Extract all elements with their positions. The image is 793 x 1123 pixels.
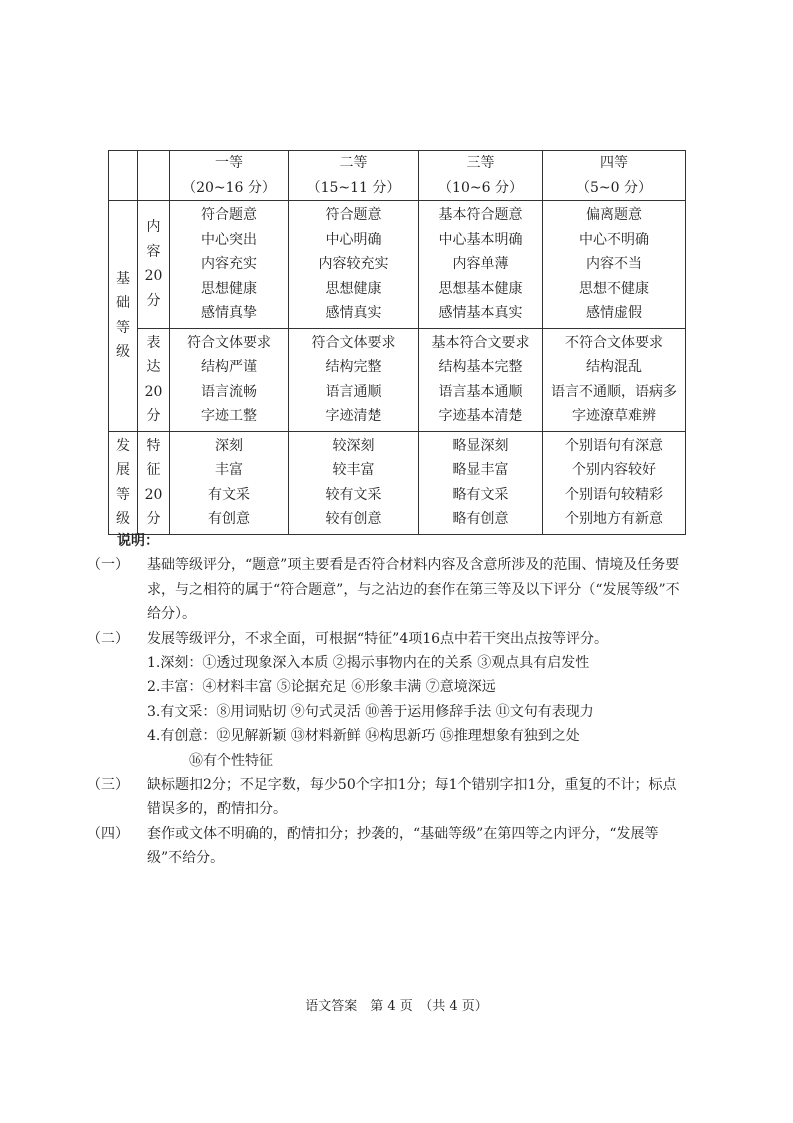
note-2-item-4 — [117, 724, 687, 773]
grade-header-3: 三等 （10~6 分） — [419, 151, 543, 201]
feature-grade-3: 略显深刻 略显丰富 略有文采 略有创意 — [419, 431, 543, 534]
grading-table — [108, 150, 686, 535]
expression-grade-1: 符合文体要求 结构严谨 语言流畅 字迹工整 — [170, 328, 289, 431]
note-4-text: 套作或文体不明确的，酌情扣分；抄袭的，“基础等级”在第四等之内评分，“发展等级”不给分。 — [147, 825, 659, 867]
feature-grade-1: 深刻 丰富 有文采 有创意 — [170, 431, 289, 534]
note-4 — [87, 822, 687, 871]
note-1-text: 基础等级评分，“题意”项主要看是否符合材料内容及含意所涉及的范围、情境及任务要求，与之相符的属于“符合题意”，与之沾边的套作在第三等及以下评分（“发展等级”不给分）。 — [147, 557, 680, 623]
corner-cell-2 — [138, 151, 170, 201]
grade-header-2: 二等 （15~11 分） — [289, 151, 419, 201]
header-row — [109, 151, 686, 201]
content-grade-4: 偏离题意 中心不明确 内容不当 思想不健康 感情虚假 — [543, 201, 686, 329]
feature-label: 特 征 20 分 — [138, 431, 170, 534]
notes-section — [87, 529, 687, 871]
expression-grade-3: 基本符合文要求 结构基本完整 语言基本通顺 字迹基本清楚 — [419, 328, 543, 431]
expression-label: 表 达 20 分 — [138, 328, 170, 431]
note-2-item-4-text: 4.有创意：⑫见解新颖 ⑬材料新鲜 ⑭构思新巧 ⑮推理想象有独到之处 — [147, 728, 580, 745]
content-row — [109, 201, 686, 329]
note-2-item-4-continued: ⑯有个性特征 — [189, 752, 273, 769]
note-2-number: （二） — [87, 630, 129, 647]
note-3-number: （三） — [87, 777, 129, 794]
note-2-item-2: 2.丰富：④材料丰富 ⑤论据充足 ⑥形象丰满 ⑦意境深远 — [147, 679, 496, 696]
feature-grade-2: 较深刻 较丰富 较有文采 较有创意 — [289, 431, 419, 534]
note-1 — [87, 553, 687, 626]
corner-cell — [109, 151, 138, 201]
page-footer: 语文答案 第 4 页 （共 4 页） — [305, 999, 488, 1014]
note-2-item-3: 3.有文采：⑧用词贴切 ⑨句式灵活 ⑩善于运用修辞手法 ⑪文句有表现力 — [147, 703, 594, 720]
notes-heading: 说明： — [117, 533, 159, 549]
feature-grade-4: 个别语句有深意 个别内容较好 个别语句较精彩 个别地方有新意 — [543, 431, 686, 534]
expression-row — [109, 328, 686, 431]
content-grade-3: 基本符合题意 中心基本明确 内容单薄 思想基本健康 感情基本真实 — [419, 201, 543, 329]
note-2-item-1: 1.深刻：①透过现象深入本质 ②揭示事物内在的关系 ③观点具有启发性 — [147, 655, 590, 672]
content-label: 内 容 20 分 — [138, 201, 170, 329]
note-2-text: 发展等级评分，不求全面，可根据“特征”4项16点中若干突出点按等评分。 — [147, 630, 609, 647]
grade-header-1: 一等 （20~16 分） — [170, 151, 289, 201]
note-2 — [87, 627, 687, 651]
note-3-text: 缺标题扣2分；不足字数，每少50个字扣1分；每1个错别字扣1分，重复的不计；标点错误多的，酌情扣分。 — [147, 777, 677, 818]
development-level-label: 发 展 等 级 — [109, 431, 138, 534]
expression-grade-2: 符合文体要求 结构完整 语言通顺 字迹清楚 — [289, 328, 419, 431]
note-1-number: （一） — [87, 557, 129, 574]
grade-header-4: 四等 （5~0 分） — [543, 151, 686, 201]
note-4-number: （四） — [87, 825, 129, 842]
note-3 — [87, 773, 687, 822]
content-grade-1: 符合题意 中心突出 内容充实 思想健康 感情真挚 — [170, 201, 289, 329]
feature-row — [109, 431, 686, 534]
expression-grade-4: 不符合文体要求 结构混乱 语言不通顺，语病多 字迹潦草难辨 — [543, 328, 686, 431]
content-grade-2: 符合题意 中心明确 内容较充实 思想健康 感情真实 — [289, 201, 419, 329]
basic-level-label: 基 础 等 级 — [109, 201, 138, 432]
